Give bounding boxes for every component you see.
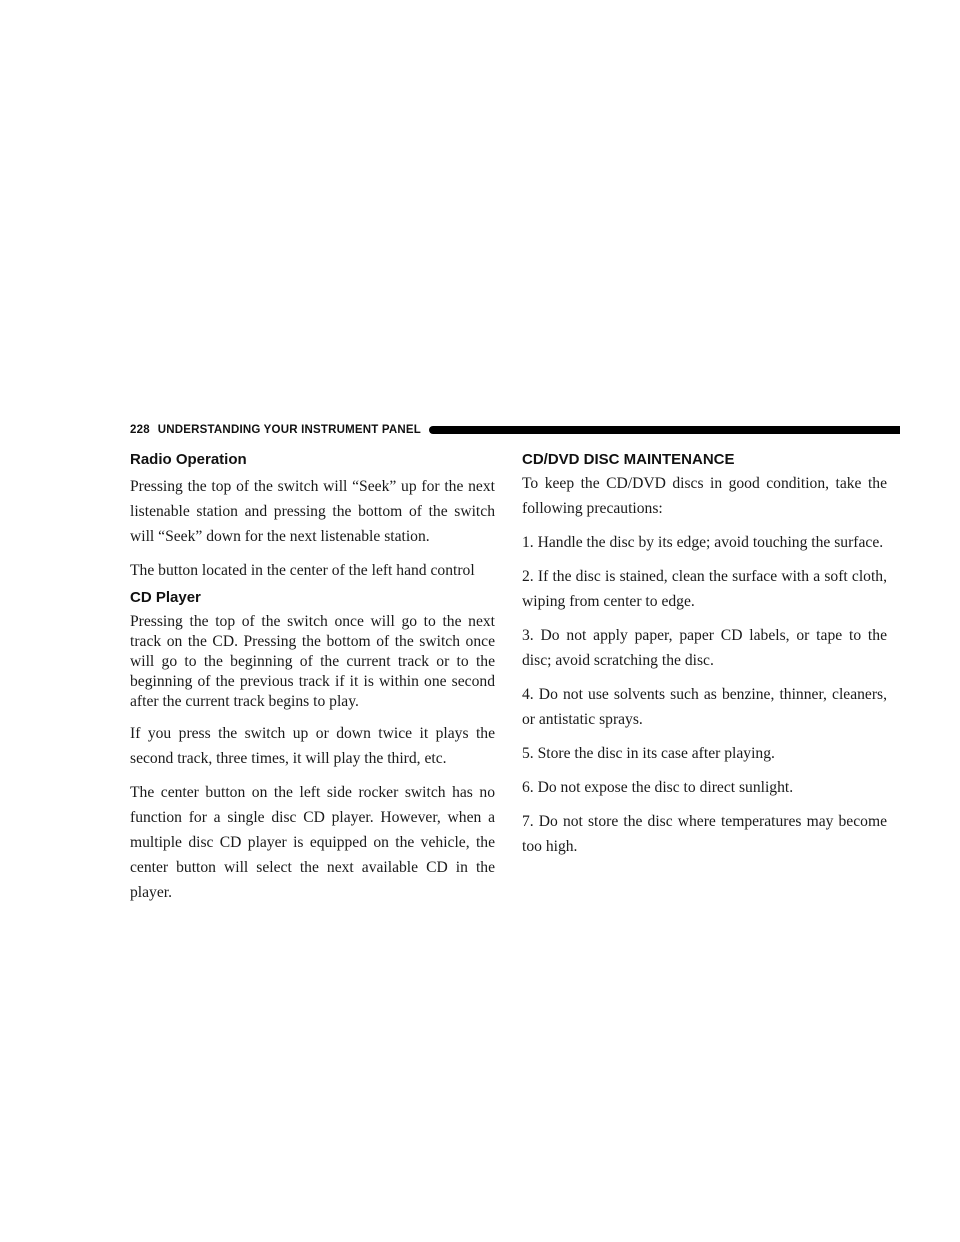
list-item: 7. Do not store the disc where temperatures may become too high. bbox=[522, 813, 887, 855]
cd-paragraph-2: If you press the switch up or down twice it plays the second track, three times, it will play the third, etc. bbox=[130, 725, 495, 767]
list-item: 4. Do not use solvents such as benzine, thinner, cleaners, or antistatic sprays. bbox=[522, 686, 887, 728]
maintenance-intro: To keep the CD/DVD discs in good condition, take the following precautions: bbox=[522, 475, 887, 517]
radio-paragraph-1: Pressing the top of the switch will “Seek” up for the next listenable station and pressing the bottom of the switch will “Seek” down for the next listenable station. bbox=[130, 478, 495, 545]
list-item: 2. If the disc is stained, clean the surface with a soft cloth, wiping from center to edge. bbox=[522, 568, 887, 610]
header-rule bbox=[429, 426, 900, 434]
right-column bbox=[522, 451, 887, 868]
disc-maintenance-heading: CD/DVD DISC MAINTENANCE bbox=[522, 451, 735, 468]
section-title: UNDERSTANDING YOUR INSTRUMENT PANEL bbox=[157, 424, 421, 436]
cd-paragraph-1: Pressing the top of the switch once will go to the next track on the CD. Pressing the bottom of the switch once will go to the beginning of the current track or to the beginning of the previous track if it is within one second after the current track begins to play. bbox=[130, 613, 495, 710]
cd-paragraph-3: The center button on the left side rocker switch has no function for a single disc CD player. However, when a multiple disc CD player is equipped on the vehicle, the center button will select the next available CD in the player. bbox=[130, 784, 495, 901]
list-item: 6. Do not expose the disc to direct sunlight. bbox=[522, 779, 794, 796]
cd-player-heading: CD Player bbox=[130, 589, 201, 606]
list-item: 3. Do not apply paper, paper CD labels, or tape to the disc; avoid scratching the disc. bbox=[522, 627, 887, 669]
list-item: 5. Store the disc in its case after playing. bbox=[522, 745, 775, 762]
page-header bbox=[130, 419, 900, 441]
page-number: 228 bbox=[130, 424, 150, 436]
radio-operation-heading: Radio Operation bbox=[130, 451, 247, 468]
radio-paragraph-2: The button located in the center of the left hand control bbox=[130, 562, 475, 579]
left-column bbox=[130, 451, 495, 914]
list-item: 1. Handle the disc by its edge; avoid touching the surface. bbox=[522, 534, 884, 551]
